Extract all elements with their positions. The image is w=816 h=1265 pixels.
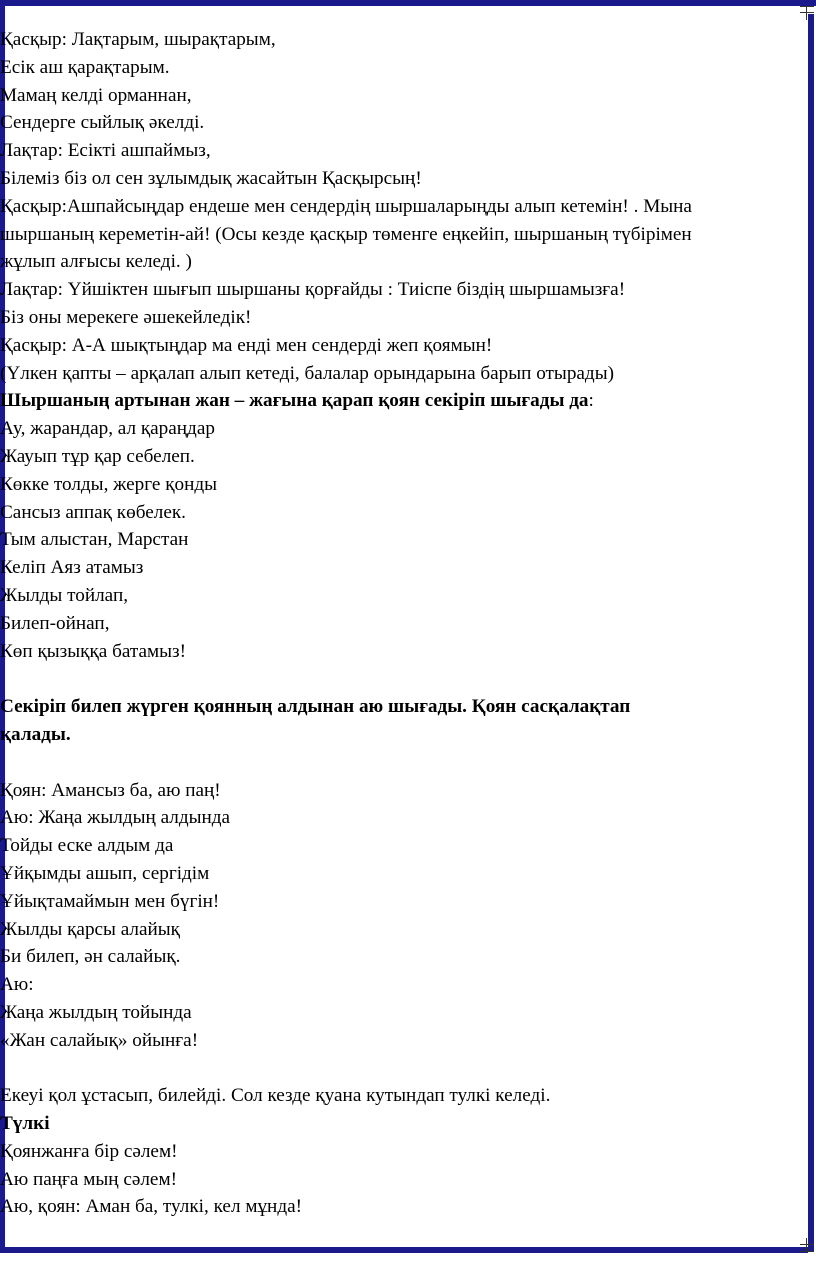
line-text: : [588, 390, 594, 412]
text-line [0, 943, 808, 971]
text-line [0, 221, 808, 249]
text-line [0, 916, 808, 944]
text-line [0, 1193, 808, 1221]
text-line [0, 471, 808, 499]
line-text: Қоянжанға бір сәлем! [0, 1140, 178, 1162]
text-line [0, 415, 808, 443]
text-line [0, 526, 808, 554]
line-text: жұлып алғысы келеді. ) [0, 251, 192, 273]
text-line [0, 1054, 808, 1082]
line-text: Аю паңға мың сәлем! [0, 1168, 177, 1190]
line-text: Сансыз аппақ көбелек. [0, 501, 186, 523]
text-line [0, 832, 808, 860]
line-text: Сендерге сыйлық әкелді. [0, 112, 205, 134]
text-line [0, 499, 808, 527]
line-text: Ұйқымды ашып, сергідім [0, 862, 210, 884]
line-text: Лақтар: Үйшіктен шығып шыршаны қорғайды : Тиіспе біздің шыршамызға! [0, 279, 626, 301]
line-text: Лақтар: Есікті ашпаймыз, [0, 140, 211, 162]
text-line [0, 721, 808, 749]
text-line [0, 82, 808, 110]
text-line [0, 26, 808, 54]
line-text: Жылды қарсы алайық [0, 918, 181, 940]
text-line [0, 109, 808, 137]
line-text: Қасқыр: Лақтарым, шырақтарым, [0, 29, 276, 50]
page-border-right [808, 14, 814, 1252]
line-text: (Үлкен қапты – арқалап алып кетеді, балалар орындарына барып отырады) [0, 362, 614, 384]
corner-crop-mark-top-right [800, 6, 814, 20]
line-text: Ау, жарандар, ал қараңдар [0, 418, 215, 440]
line-text: Білеміз біз ол сен зұлымдық жасайтын Қасқырсың! [0, 167, 422, 189]
text-line [0, 193, 808, 221]
text-line [0, 1138, 808, 1166]
text-line [0, 387, 808, 415]
bold-text: Түлкі [0, 1113, 50, 1135]
text-line [0, 443, 808, 471]
line-text: Келіп Аяз атамыз [0, 557, 144, 579]
text-line [0, 554, 808, 582]
text-line [0, 1027, 808, 1055]
line-text: Есік аш қарақтарым. [0, 56, 170, 78]
line-text: Жауып тұр қар себелеп. [0, 445, 195, 467]
line-text: шыршаның кереметін-ай! (Осы кезде қасқыр төменге еңкейіп, шыршаның түбірімен [0, 223, 692, 245]
text-line [0, 1110, 808, 1138]
text-line [0, 248, 808, 276]
bold-text: Секіріп билеп жүрген қоянның алдынан аю шығады. Қоян сасқалақтап [0, 696, 631, 718]
line-text: Би билеп, ән салайық. [0, 946, 181, 968]
line-text: Көп қызыққа батамыз! [0, 640, 187, 662]
line-text: «Жан салайық» ойынға! [0, 1029, 199, 1051]
text-line [0, 610, 808, 638]
line-text: Ұйықтамаймын мен бүгін! [0, 890, 220, 912]
page-border-bottom [0, 1247, 808, 1253]
text-line [0, 582, 808, 610]
line-text: Мамаң келді орманнан, [0, 84, 192, 106]
text-line [0, 888, 808, 916]
line-text: Аю: Жаңа жылдың алдында [0, 807, 231, 829]
line-text: Аю: [0, 974, 34, 996]
text-line [0, 860, 808, 888]
line-text: Қасқыр: А-А шықтыңдар ма енді мен сендерді жеп қоямын! [0, 334, 493, 356]
text-line [0, 638, 808, 666]
text-line [0, 360, 808, 388]
text-line [0, 749, 808, 777]
text-line [0, 777, 808, 805]
line-text: Қоян: Амансыз ба, аю паң! [0, 779, 221, 801]
line-text: Тойды еске алдым да [0, 835, 174, 857]
page-border-top [0, 0, 816, 6]
text-line [0, 165, 808, 193]
text-line [0, 804, 808, 832]
text-line [0, 304, 808, 332]
text-line [0, 1082, 808, 1110]
text-line [0, 665, 808, 693]
text-line [0, 693, 808, 721]
line-text: Жылды тойлап, [0, 584, 129, 606]
text-line [0, 1166, 808, 1194]
text-line [0, 332, 808, 360]
text-line [0, 54, 808, 82]
text-line [0, 137, 808, 165]
line-text: Қасқыр:Ашпайсыңдар ендеше мен сендердің шыршаларыңды алып кетемін! . Мына [0, 195, 692, 217]
line-text: Көкке толды, жерге қонды [0, 473, 218, 495]
line-text: Аю, қоян: Аман ба, тулкі, кел мұнда! [0, 1196, 302, 1218]
bold-text: Шыршаның артынан жан – жағына қарап қоян секіріп шығады да [0, 390, 589, 412]
line-text: Билеп-ойнап, [0, 612, 110, 634]
text-line [0, 276, 808, 304]
text-line [0, 999, 808, 1027]
text-line [0, 971, 808, 999]
line-text: Екеуі қол ұстасып, билейді. Сол кезде қуана кутындап тулкі келеді. [0, 1085, 551, 1107]
document-body [0, 26, 808, 1244]
line-text: Біз оны мерекеге әшекейледік! [0, 306, 252, 328]
line-text: Жаңа жылдың тойында [0, 1001, 192, 1023]
bold-text: қалады. [0, 723, 71, 745]
line-text: Тым алыстан, Марстан [0, 529, 189, 551]
